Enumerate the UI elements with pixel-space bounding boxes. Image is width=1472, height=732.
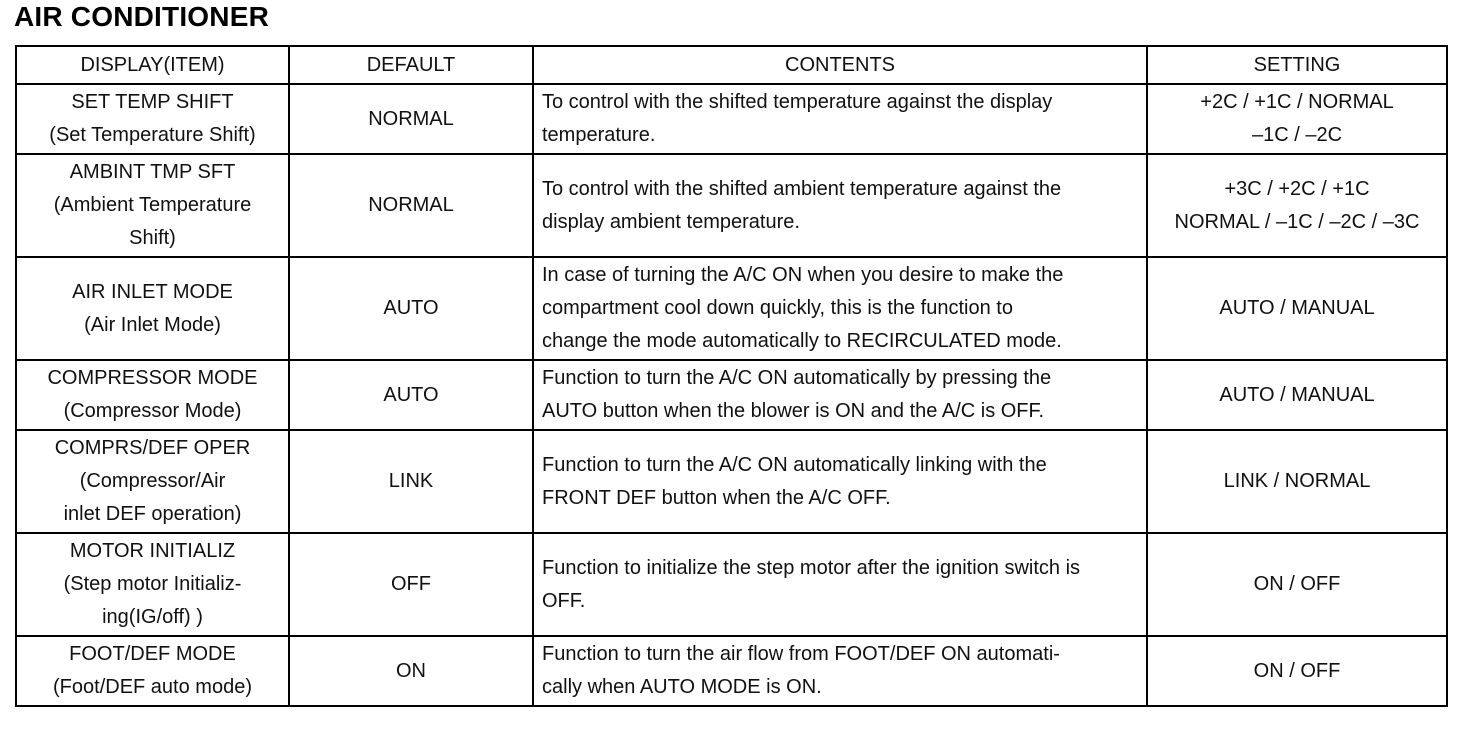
default-cell: OFF — [289, 533, 533, 636]
contents-cell — [533, 533, 1147, 636]
table-row-compressor-def-operation — [16, 430, 1447, 533]
setting-cell — [1147, 636, 1447, 706]
contents-line: Function to turn the A/C ON automatically by pressing the — [542, 367, 1052, 389]
setting-line: AUTO / MANUAL — [1219, 383, 1375, 406]
default-cell: NORMAL — [289, 84, 533, 154]
contents-line: To control with the shifted temperature against the display — [542, 91, 1053, 113]
item-cell — [16, 257, 289, 360]
item-name: FOOT/DEF MODE — [69, 643, 236, 665]
header-setting: SETTING — [1147, 46, 1447, 84]
table-row-foot-def-mode — [16, 636, 1447, 706]
contents-line: temperature. — [542, 124, 656, 146]
item-description: inlet DEF operation) — [63, 503, 242, 525]
contents-line: change the mode automatically to RECIRCULATED mode. — [542, 330, 1062, 352]
item-cell — [16, 154, 289, 257]
header-default: DEFAULT — [289, 46, 533, 84]
default-cell: ON — [289, 636, 533, 706]
setting-cell — [1147, 360, 1447, 430]
setting-cell — [1147, 257, 1447, 360]
contents-cell — [533, 636, 1147, 706]
contents-line: In case of turning the A/C ON when you desire to make the — [542, 264, 1064, 286]
contents-cell — [533, 84, 1147, 154]
item-name: SET TEMP SHIFT — [71, 91, 234, 113]
setting-line: +2C / +1C / NORMAL — [1200, 91, 1394, 113]
item-description: (Air Inlet Mode) — [84, 313, 221, 336]
default-cell: NORMAL — [289, 154, 533, 257]
setting-line: ON / OFF — [1253, 573, 1341, 595]
item-name: COMPRESSOR MODE — [47, 367, 258, 389]
air-conditioner-settings-table — [15, 45, 1448, 707]
contents-line: AUTO button when the blower is ON and the A/C is OFF. — [542, 400, 1045, 422]
setting-line: +3C / +2C / +1C — [1224, 177, 1370, 200]
item-description: (Ambient Temperature — [53, 194, 252, 216]
contents-line: FRONT DEF button when the A/C OFF. — [542, 486, 891, 509]
table-row-air-inlet-mode — [16, 257, 1447, 360]
contents-line: cally when AUTO MODE is ON. — [542, 676, 822, 698]
item-description: (Foot/DEF auto mode) — [53, 676, 252, 698]
setting-line: ON / OFF — [1253, 659, 1341, 682]
contents-line: Function to initialize the step motor after the ignition switch is — [542, 556, 1081, 579]
setting-cell — [1147, 430, 1447, 533]
item-description: Shift) — [129, 227, 176, 249]
item-cell — [16, 430, 289, 533]
item-name: COMPRS/DEF OPER — [54, 437, 251, 459]
item-description: (Compressor/Air — [79, 470, 226, 492]
header-row — [16, 46, 1447, 84]
default-cell: AUTO — [289, 360, 533, 430]
setting-line: AUTO / MANUAL — [1219, 297, 1375, 319]
setting-cell — [1147, 84, 1447, 154]
contents-line: Function to turn the A/C ON automatically linking with the — [542, 453, 1047, 476]
item-description: (Compressor Mode) — [63, 400, 242, 422]
default-cell: AUTO — [289, 257, 533, 360]
header-display-item: DISPLAY(ITEM) — [16, 46, 289, 84]
contents-cell — [533, 257, 1147, 360]
contents-line: OFF. — [542, 589, 586, 612]
setting-line: LINK / NORMAL — [1223, 470, 1371, 492]
setting-cell — [1147, 533, 1447, 636]
item-description: (Set Temperature Shift) — [49, 124, 256, 146]
contents-cell — [533, 360, 1147, 430]
item-description: ing(IG/off) ) — [102, 606, 203, 628]
table-row-compressor-mode — [16, 360, 1447, 430]
table-row-ambient-temp-shift — [16, 154, 1447, 257]
table-row-set-temp-shift — [16, 84, 1447, 154]
page-title: AIR CONDITIONER — [14, 1, 269, 32]
item-cell — [16, 360, 289, 430]
table-row-motor-initialize — [16, 533, 1447, 636]
contents-cell — [533, 430, 1147, 533]
contents-line: Function to turn the air flow from FOOT/DEF ON automati- — [542, 643, 1060, 665]
contents-line: compartment cool down quickly, this is the function to — [542, 297, 1013, 319]
contents-cell — [533, 154, 1147, 257]
item-description: (Step motor Initializ- — [63, 573, 242, 595]
contents-line: display ambient temperature. — [542, 210, 800, 233]
item-name: AMBINT TMP SFT — [69, 161, 236, 183]
item-name: MOTOR INITIALIZ — [69, 540, 236, 562]
item-name: AIR INLET MODE — [72, 280, 233, 303]
setting-line: NORMAL / –1C / –2C / –3C — [1174, 210, 1420, 233]
setting-line: –1C / –2C — [1251, 124, 1343, 146]
header-contents: CONTENTS — [533, 46, 1147, 84]
item-cell — [16, 84, 289, 154]
default-cell: LINK — [289, 430, 533, 533]
contents-line: To control with the shifted ambient temperature against the — [542, 177, 1062, 200]
item-cell — [16, 533, 289, 636]
item-cell — [16, 636, 289, 706]
setting-cell — [1147, 154, 1447, 257]
